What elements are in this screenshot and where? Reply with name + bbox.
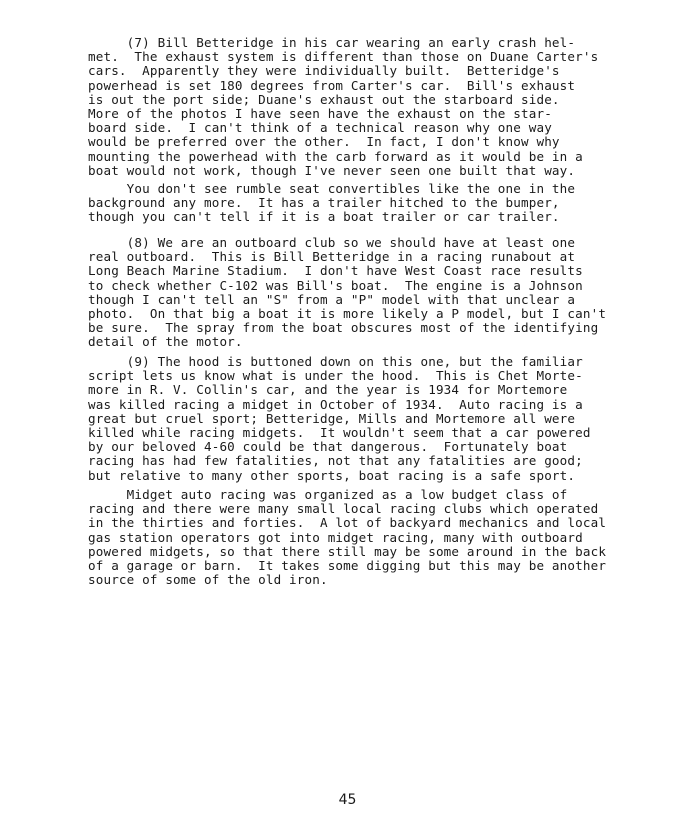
text-line: great but cruel sport; Betteridge, Mills and Mortemore all were: [88, 410, 576, 426]
text-line: mounting the powerhead with the carb forward as it would be in a: [88, 148, 583, 164]
text-line: More of the photos I have seen have the exhaust on the star-: [88, 106, 552, 122]
paragraph-midget-racing: [88, 488, 648, 587]
text-line: was killed racing a midget in October of 1934. Auto racing is a: [88, 396, 583, 412]
text-line: but relative to many other sports, boat racing is a safe sport.: [88, 467, 576, 483]
paragraph-9-mortemore: [88, 355, 648, 483]
text-line: by our beloved 4-60 could be that dangerous. Fortunately boat: [88, 439, 568, 455]
text-line: (8) We are an outboard club so we should have at least one: [88, 235, 576, 250]
paragraph-rumble-seat: [88, 182, 648, 225]
text-line: real outboard. This is Bill Betteridge in a racing runabout at: [88, 249, 576, 265]
text-line: (9) The hood is buttoned down on this one, but the familiar: [88, 354, 583, 369]
text-line: is out the port side; Duane's exhaust out the starboard side.: [88, 91, 560, 107]
text-line: would be preferred over the other. In fact, I don't know why: [88, 134, 560, 150]
text-line: Long Beach Marine Stadium. I don't have West Coast race results: [88, 263, 583, 279]
text-line: cars. Apparently they were individually built. Betteridge's: [88, 63, 560, 79]
text-line: be sure. The spray from the boat obscures most of the identifying: [88, 320, 599, 336]
text-line: background any more. It has a trailer hitched to the bumper,: [88, 195, 560, 211]
text-line: killed while racing midgets. It wouldn't seem that a car powered: [88, 425, 591, 441]
text-line: racing and there were many small local racing clubs which operated: [88, 501, 599, 517]
text-line: to check whether C-102 was Bill's boat. The engine is a Johnson: [88, 277, 583, 293]
text-line: detail of the motor.: [88, 334, 243, 350]
text-line: board side. I can't think of a technical reason why one way: [88, 120, 552, 136]
text-line: You don't see rumble seat convertibles like the one in the: [88, 181, 576, 196]
text-line: boat would not work, though I've never seen one built that way.: [88, 162, 576, 178]
text-line: script lets us know what is under the hood. This is Chet Morte-: [88, 368, 583, 384]
text-line: in the thirties and forties. A lot of backyard mechanics and local: [88, 515, 607, 531]
text-line: more in R. V. Collin's car, and the year is 1934 for Mortemore: [88, 382, 568, 398]
page-number: 45: [338, 792, 357, 808]
text-line: racing has had few fatalities, not that any fatalities are good;: [88, 453, 583, 469]
text-line: source of some of the old iron.: [88, 572, 328, 588]
paragraph-7-betteridge-car: [88, 36, 648, 178]
text-line: gas station operators got into midget racing, many with outboard: [88, 529, 583, 545]
text-line: of a garage or barn. It takes some digging but this may be another: [88, 558, 607, 574]
text-line: photo. On that big a boat it is more likely a P model, but I can't: [88, 306, 607, 322]
text-line: met. The exhaust system is different than those on Duane Carter's: [88, 49, 599, 65]
text-line: though I can't tell an "S" from a "P" model with that unclear a: [88, 291, 576, 307]
text-line: Midget auto racing was organized as a low budget class of: [88, 487, 568, 502]
text-line: powered midgets, so that there still may be some around in the back: [88, 543, 607, 559]
paragraph-8-outboard: [88, 236, 648, 350]
text-line: powerhead is set 180 degrees from Carter's car. Bill's exhaust: [88, 77, 576, 93]
text-line: though you can't tell if it is a boat trailer or car trailer.: [88, 209, 560, 225]
text-line: (7) Bill Betteridge in his car wearing an early crash hel-: [88, 35, 576, 50]
